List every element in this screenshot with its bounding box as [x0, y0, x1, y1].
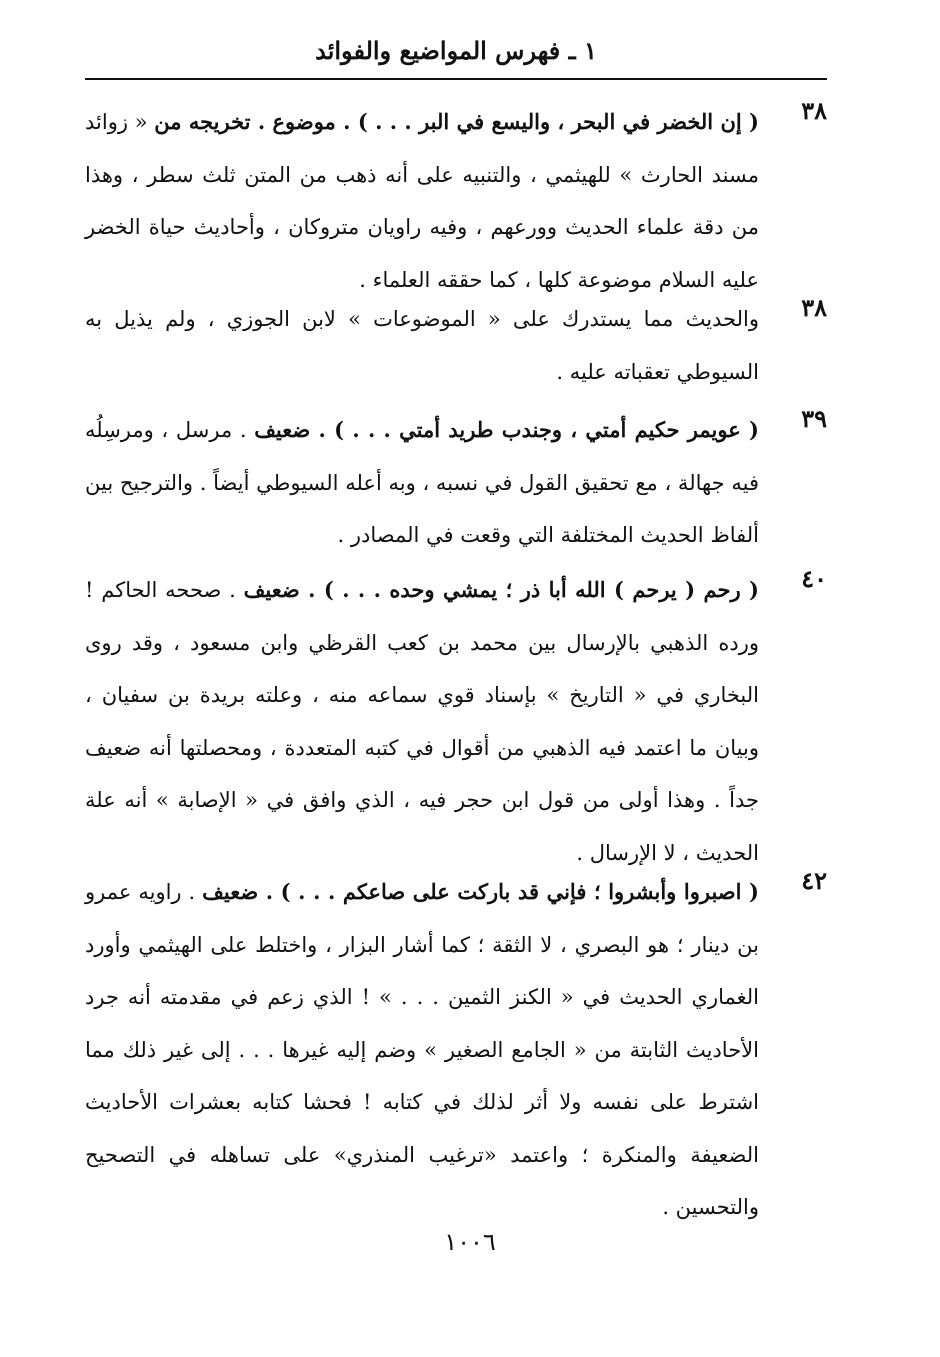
entry-commentary: . راويه عمرو بن دينار ؛ هو البصري ، لا الثقة ؛ كما أشار البزار ، واختلط على الهيثمي وأورد الغماري الحديث في « الكنز الثمين . . . » ! الذي زعم في مقدمته أنه جرد الأحاديث الثابتة من « الجامع الصغير » وضم إليه غيرها . . . إلى غير ذلك مما اشترط على نفسه ولا أثر لذلك في كتابه ! فحشا كتابه بعشرات الأحاديث الضعيفة والمنكرة ؛ واعتمد «ترغيب المنذري» على تساهله في التصحيح والتحسين . [85, 880, 759, 1219]
index-entry [85, 866, 827, 1234]
entry-body [85, 96, 759, 306]
page-header-title: ١ ـ فهرس المواضيع والفوائد [315, 36, 597, 65]
entry-hadith-title: ( إن الخضر في البحر ، واليسع في البر . . . ) . موضوع . تخريجه من [154, 109, 759, 134]
entry-hadith-title: ( عويمر حكيم أمتي ، وجندب طريد أمتي . . . ) . ضعيف [254, 417, 759, 442]
entry-hadith-title: ( اصبروا وأبشروا ؛ فإني قد باركت على صاعكم . . . ) . ضعيف [202, 879, 759, 904]
entry-commentary: والحديث مما يستدرك على « الموضوعات » لابن الجوزي ، ولم يذيل به السيوطي تعقباته عليه . [85, 307, 759, 384]
index-entry [85, 404, 827, 562]
entry-page-number: ٣٨ [801, 293, 827, 322]
entry-page-number: ٤٠ [801, 564, 827, 593]
entry-page-number: ٣٨ [801, 96, 827, 125]
index-entry [85, 96, 827, 306]
header-divider [85, 78, 827, 80]
entry-body [85, 293, 759, 398]
entry-body [85, 404, 759, 562]
entry-page-number: ٣٩ [801, 404, 827, 433]
entry-body [85, 564, 759, 879]
entry-body [85, 866, 759, 1234]
entry-commentary: . صححه الحاكم ! ورده الذهبي بالإرسال بين محمد بن كعب القرظي وابن مسعود ، وقد روى البخاري في « التاريخ » بإسناد قوي سماعه منه ، وعلته بريدة بن سفيان ، وبيان ما اعتمد فيه الذهبي من أقوال في كتبه المتعددة ، ومحصلتها أنه ضعيف جداً . وهذا أولى من قول ابن حجر فيه ، الذي وافق في « الإصابة » أنه علة الحديث ، لا الإرسال . [85, 578, 759, 865]
index-entry [85, 293, 827, 398]
entry-hadith-title: ( رحم ( يرحم ) الله أبا ذر ؛ يمشي وحده . . . ) . ضعيف [243, 577, 759, 602]
entry-commentary: « زوائد مسند الحارث » للهيثمي ، والتنبيه على أنه ذهب من المتن ثلث سطر ، وهذا من دقة علماء الحديث وورعهم ، وفيه راويان متروكان ، وأحاديث حياة الخضر عليه السلام موضوعة كلها ، كما حققه العلماء . [85, 110, 759, 292]
entry-commentary: . مرسل ، ومرسِلُه فيه جهالة ، مع تحقيق القول في نسبه ، وبه أعله السيوطي أيضاً . والترجيح بين ألفاظ الحديث المختلفة التي وقعت في المصادر . [85, 418, 759, 547]
index-entry [85, 564, 827, 879]
page-folio-number: ١٠٠٦ [444, 1228, 496, 1256]
entry-page-number: ٤٢ [801, 866, 827, 895]
